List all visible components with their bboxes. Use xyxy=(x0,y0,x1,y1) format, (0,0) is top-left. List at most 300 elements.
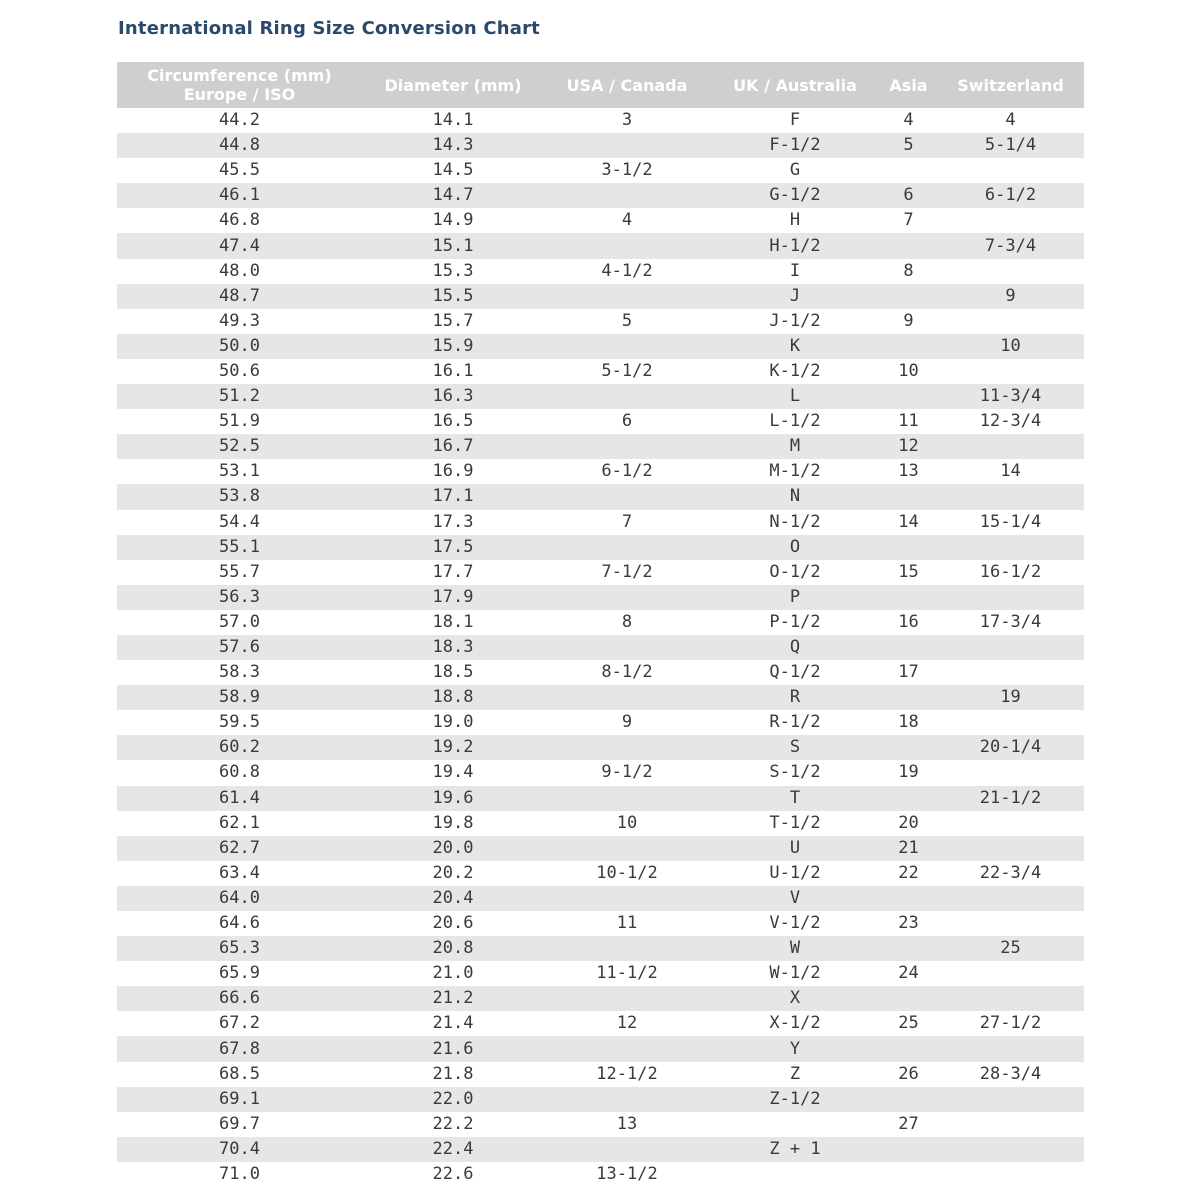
cell-diameter: 17.1 xyxy=(432,486,474,507)
cell-uk-australia: K-1/2 xyxy=(769,360,821,381)
table-row xyxy=(117,760,1084,785)
cell-switzerland xyxy=(937,635,1084,660)
cell-usa-canada: 11 xyxy=(616,913,638,934)
cell-uk-australia: Q xyxy=(789,637,801,658)
cell-switzerland: 27-1/2 xyxy=(979,1013,1042,1034)
table-row xyxy=(117,685,1084,710)
ring-size-table xyxy=(117,62,1084,1187)
cell-uk-australia: J-1/2 xyxy=(769,310,821,331)
table-row xyxy=(117,610,1084,635)
cell-uk-australia: H-1/2 xyxy=(769,235,821,256)
cell-diameter: 19.6 xyxy=(432,787,474,808)
cell-switzerland xyxy=(937,1112,1084,1137)
table-row xyxy=(117,484,1084,509)
cell-uk-australia: L-1/2 xyxy=(769,411,821,432)
cell-usa-canada: 13 xyxy=(616,1113,638,1134)
cell-switzerland xyxy=(937,484,1084,509)
cell-uk-australia: R-1/2 xyxy=(769,712,821,733)
table-row xyxy=(117,861,1084,886)
cell-asia: 7 xyxy=(903,210,914,231)
cell-uk-australia: I xyxy=(789,260,801,281)
cell-diameter: 22.4 xyxy=(432,1138,474,1159)
cell-uk-australia: O xyxy=(789,536,801,557)
cell-switzerland: 11-3/4 xyxy=(979,386,1042,407)
table-row xyxy=(117,158,1084,183)
cell-asia xyxy=(880,1137,937,1162)
cell-diameter: 19.2 xyxy=(432,737,474,758)
cell-switzerland: 9 xyxy=(1005,285,1016,306)
table-row xyxy=(117,811,1084,836)
cell-usa-canada: 7 xyxy=(621,511,633,532)
cell-uk-australia: S xyxy=(789,737,801,758)
cell-circumference: 57.6 xyxy=(219,637,260,658)
cell-circumference: 52.5 xyxy=(219,436,260,457)
header-switzerland: Switzerland xyxy=(957,75,1064,95)
cell-asia xyxy=(880,233,937,258)
cell-diameter: 18.3 xyxy=(432,637,474,658)
table-row xyxy=(117,585,1084,610)
cell-diameter: 15.1 xyxy=(432,235,474,256)
cell-switzerland: 21-1/2 xyxy=(979,787,1042,808)
cell-switzerland xyxy=(937,986,1084,1011)
cell-usa-canada xyxy=(544,484,710,509)
cell-asia xyxy=(880,334,937,359)
cell-usa-canada: 8-1/2 xyxy=(601,662,653,683)
cell-diameter: 20.4 xyxy=(432,887,474,908)
table-row xyxy=(117,108,1084,133)
cell-usa-canada: 10 xyxy=(616,812,638,833)
cell-usa-canada xyxy=(544,735,710,760)
cell-circumference: 68.5 xyxy=(219,1063,260,1084)
cell-switzerland xyxy=(937,811,1084,836)
cell-uk-australia: F xyxy=(789,110,801,131)
cell-uk-australia: X-1/2 xyxy=(769,1013,821,1034)
cell-uk-australia: Q-1/2 xyxy=(769,662,821,683)
cell-switzerland: 6-1/2 xyxy=(984,185,1037,206)
cell-asia: 9 xyxy=(903,310,914,331)
cell-switzerland xyxy=(937,359,1084,384)
cell-diameter: 22.0 xyxy=(432,1088,474,1109)
table-row xyxy=(117,309,1084,334)
cell-usa-canada xyxy=(544,986,710,1011)
cell-diameter: 19.8 xyxy=(432,812,474,833)
cell-circumference: 67.8 xyxy=(219,1038,260,1059)
cell-switzerland xyxy=(937,1087,1084,1112)
cell-usa-canada xyxy=(544,284,710,309)
cell-asia xyxy=(880,685,937,710)
cell-usa-canada xyxy=(544,1036,710,1061)
header-diameter: Diameter (mm) xyxy=(384,75,522,95)
cell-switzerland xyxy=(937,911,1084,936)
cell-circumference: 55.1 xyxy=(219,536,260,557)
cell-usa-canada: 6 xyxy=(621,411,633,432)
table-row xyxy=(117,961,1084,986)
cell-uk-australia: R xyxy=(789,687,801,708)
cell-uk-australia: V-1/2 xyxy=(769,913,821,934)
cell-diameter: 19.0 xyxy=(432,712,474,733)
table-row xyxy=(117,1011,1084,1036)
table-row xyxy=(117,334,1084,359)
cell-switzerland: 19 xyxy=(1000,687,1021,708)
cell-circumference: 58.9 xyxy=(219,687,260,708)
cell-uk-australia: W-1/2 xyxy=(769,963,821,984)
cell-circumference: 53.1 xyxy=(219,461,260,482)
cell-switzerland: 7-3/4 xyxy=(984,235,1037,256)
table-row xyxy=(117,710,1084,735)
cell-asia xyxy=(880,585,937,610)
cell-uk-australia: G xyxy=(789,160,801,181)
cell-asia: 11 xyxy=(898,411,919,432)
header-usa-canada: USA / Canada xyxy=(566,75,688,95)
cell-asia: 18 xyxy=(898,712,919,733)
table-row xyxy=(117,986,1084,1011)
cell-diameter: 18.8 xyxy=(432,687,474,708)
cell-circumference: 65.3 xyxy=(219,938,260,959)
cell-switzerland xyxy=(937,585,1084,610)
cell-switzerland xyxy=(937,1137,1084,1162)
cell-usa-canada: 12-1/2 xyxy=(596,1063,658,1084)
cell-circumference: 62.1 xyxy=(219,812,260,833)
cell-diameter: 22.2 xyxy=(432,1113,474,1134)
cell-switzerland xyxy=(937,208,1084,233)
cell-asia: 24 xyxy=(898,963,919,984)
cell-asia: 4 xyxy=(903,110,914,131)
table-row xyxy=(117,133,1084,158)
cell-circumference: 58.3 xyxy=(219,662,260,683)
header-asia: Asia xyxy=(889,75,928,95)
cell-diameter: 18.1 xyxy=(432,611,474,632)
cell-diameter: 17.7 xyxy=(432,561,474,582)
cell-circumference: 46.1 xyxy=(219,185,260,206)
cell-uk-australia: J xyxy=(789,285,801,306)
table-row xyxy=(117,1087,1084,1112)
cell-usa-canada: 8 xyxy=(621,611,633,632)
cell-circumference: 48.0 xyxy=(219,260,260,281)
cell-usa-canada xyxy=(544,836,710,861)
cell-switzerland: 28-3/4 xyxy=(979,1063,1042,1084)
cell-switzerland: 16-1/2 xyxy=(979,561,1042,582)
cell-switzerland xyxy=(937,961,1084,986)
cell-usa-canada xyxy=(544,334,710,359)
cell-diameter: 21.6 xyxy=(432,1038,474,1059)
cell-circumference: 44.2 xyxy=(219,110,260,131)
cell-circumference: 53.8 xyxy=(219,486,260,507)
cell-uk-australia: H xyxy=(789,210,801,231)
cell-circumference: 64.0 xyxy=(219,887,260,908)
cell-uk-australia: S-1/2 xyxy=(769,762,821,783)
cell-uk-australia: Z + 1 xyxy=(769,1138,821,1159)
cell-usa-canada: 11-1/2 xyxy=(596,963,658,984)
table-row xyxy=(117,1036,1084,1061)
cell-circumference: 69.1 xyxy=(219,1088,260,1109)
cell-diameter: 21.2 xyxy=(432,988,474,1009)
cell-asia: 20 xyxy=(898,812,919,833)
table-row xyxy=(117,660,1084,685)
cell-diameter: 14.9 xyxy=(432,210,474,231)
cell-switzerland xyxy=(937,760,1084,785)
cell-usa-canada: 5 xyxy=(621,310,633,331)
cell-switzerland: 4 xyxy=(1005,110,1016,131)
table-row xyxy=(117,560,1084,585)
header-uk-australia: UK / Australia xyxy=(733,75,857,95)
header-circumference: Circumference (mm) Europe / ISO xyxy=(147,66,332,104)
cell-switzerland: 5-1/4 xyxy=(984,135,1037,156)
table-row xyxy=(117,836,1084,861)
cell-usa-canada xyxy=(544,635,710,660)
cell-asia xyxy=(880,735,937,760)
cell-switzerland xyxy=(937,836,1084,861)
cell-diameter: 15.5 xyxy=(432,285,474,306)
cell-usa-canada xyxy=(544,886,710,911)
cell-uk-australia: O-1/2 xyxy=(769,561,821,582)
cell-switzerland: 25 xyxy=(1000,938,1021,959)
cell-asia xyxy=(880,936,937,961)
cell-uk-australia: Z-1/2 xyxy=(769,1088,821,1109)
cell-circumference: 65.9 xyxy=(219,963,260,984)
cell-usa-canada: 3 xyxy=(621,110,633,131)
cell-asia: 17 xyxy=(898,662,919,683)
cell-switzerland xyxy=(937,886,1084,911)
cell-usa-canada: 7-1/2 xyxy=(601,561,653,582)
table-row xyxy=(117,208,1084,233)
cell-uk-australia: P-1/2 xyxy=(769,611,821,632)
table-row xyxy=(117,183,1084,208)
cell-circumference: 51.2 xyxy=(219,386,260,407)
cell-diameter: 15.9 xyxy=(432,335,474,356)
cell-switzerland: 15-1/4 xyxy=(979,511,1042,532)
cell-circumference: 48.7 xyxy=(219,285,260,306)
cell-asia: 22 xyxy=(898,862,919,883)
cell-usa-canada: 4 xyxy=(621,210,633,231)
cell-circumference: 69.7 xyxy=(219,1113,260,1134)
cell-diameter: 14.1 xyxy=(432,110,474,131)
cell-uk-australia: M-1/2 xyxy=(769,461,821,482)
cell-diameter: 22.6 xyxy=(432,1163,474,1184)
cell-circumference: 61.4 xyxy=(219,787,260,808)
cell-usa-canada: 9-1/2 xyxy=(601,762,653,783)
cell-diameter: 16.1 xyxy=(432,360,474,381)
cell-diameter: 17.3 xyxy=(432,511,474,532)
table-row xyxy=(117,284,1084,309)
cell-usa-canada xyxy=(544,183,710,208)
cell-usa-canada xyxy=(544,1087,710,1112)
cell-circumference: 46.8 xyxy=(219,210,260,231)
cell-switzerland xyxy=(937,434,1084,459)
table-row xyxy=(117,535,1084,560)
cell-circumference: 54.4 xyxy=(219,511,260,532)
cell-asia xyxy=(880,535,937,560)
cell-usa-canada xyxy=(544,434,710,459)
cell-circumference: 67.2 xyxy=(219,1013,260,1034)
cell-diameter: 20.6 xyxy=(432,913,474,934)
cell-usa-canada: 13-1/2 xyxy=(596,1163,658,1184)
cell-diameter: 18.5 xyxy=(432,662,474,683)
cell-diameter: 14.5 xyxy=(432,160,474,181)
cell-circumference: 63.4 xyxy=(219,862,260,883)
cell-switzerland xyxy=(937,660,1084,685)
cell-switzerland: 20-1/4 xyxy=(979,737,1042,758)
cell-asia: 13 xyxy=(898,461,919,482)
table-row xyxy=(117,1137,1084,1162)
cell-usa-canada: 12 xyxy=(616,1013,638,1034)
cell-diameter: 20.2 xyxy=(432,862,474,883)
table-row xyxy=(117,1162,1084,1187)
cell-asia xyxy=(880,1162,937,1187)
table-row xyxy=(117,886,1084,911)
cell-circumference: 57.0 xyxy=(219,611,260,632)
cell-switzerland: 14 xyxy=(1000,461,1021,482)
cell-usa-canada: 5-1/2 xyxy=(601,360,653,381)
cell-uk-australia: V xyxy=(789,887,801,908)
cell-diameter: 17.9 xyxy=(432,586,474,607)
cell-circumference: 59.5 xyxy=(219,712,260,733)
cell-uk-australia: N-1/2 xyxy=(769,511,821,532)
cell-asia: 14 xyxy=(898,511,919,532)
cell-switzerland xyxy=(937,158,1084,183)
cell-circumference: 62.7 xyxy=(219,837,260,858)
cell-circumference: 55.7 xyxy=(219,561,260,582)
cell-circumference: 66.6 xyxy=(219,988,260,1009)
cell-asia: 23 xyxy=(898,913,919,934)
cell-usa-canada xyxy=(544,1137,710,1162)
cell-asia xyxy=(880,1087,937,1112)
cell-switzerland xyxy=(937,259,1084,284)
cell-switzerland: 22-3/4 xyxy=(979,862,1042,883)
cell-switzerland xyxy=(937,309,1084,334)
cell-diameter: 15.7 xyxy=(432,310,474,331)
cell-asia: 6 xyxy=(903,185,914,206)
cell-usa-canada xyxy=(544,685,710,710)
cell-uk-australia: M xyxy=(789,436,801,457)
cell-usa-canada: 9 xyxy=(621,712,633,733)
cell-usa-canada xyxy=(544,786,710,811)
cell-asia xyxy=(880,384,937,409)
table-row xyxy=(117,1112,1084,1137)
cell-usa-canada xyxy=(544,233,710,258)
cell-asia: 15 xyxy=(898,561,919,582)
cell-circumference: 71.0 xyxy=(219,1163,260,1184)
table-row xyxy=(117,911,1084,936)
cell-circumference: 50.6 xyxy=(219,360,260,381)
cell-diameter: 20.8 xyxy=(432,938,474,959)
cell-diameter: 14.7 xyxy=(432,185,474,206)
cell-diameter: 21.4 xyxy=(432,1013,474,1034)
table-body xyxy=(117,108,1084,1187)
cell-diameter: 16.5 xyxy=(432,411,474,432)
table-row xyxy=(117,359,1084,384)
cell-switzerland: 10 xyxy=(1000,335,1021,356)
cell-uk-australia: K xyxy=(789,335,801,356)
cell-uk-australia: Z xyxy=(789,1063,801,1084)
table-row xyxy=(117,459,1084,484)
cell-uk-australia: U-1/2 xyxy=(769,862,821,883)
cell-switzerland xyxy=(937,1162,1084,1187)
cell-asia: 19 xyxy=(898,762,919,783)
table-row xyxy=(117,786,1084,811)
cell-usa-canada: 3-1/2 xyxy=(601,160,653,181)
cell-asia xyxy=(880,986,937,1011)
cell-circumference: 64.6 xyxy=(219,913,260,934)
cell-uk-australia: W xyxy=(789,938,801,959)
cell-circumference: 50.0 xyxy=(219,335,260,356)
cell-usa-canada xyxy=(544,535,710,560)
cell-asia: 8 xyxy=(903,260,914,281)
cell-uk-australia xyxy=(710,1112,880,1137)
cell-usa-canada: 4-1/2 xyxy=(601,260,653,281)
cell-asia: 5 xyxy=(903,135,914,156)
cell-circumference: 49.3 xyxy=(219,310,260,331)
cell-uk-australia: X xyxy=(789,988,801,1009)
cell-diameter: 16.9 xyxy=(432,461,474,482)
cell-uk-australia: L xyxy=(789,386,801,407)
cell-diameter: 19.4 xyxy=(432,762,474,783)
cell-asia: 10 xyxy=(898,360,919,381)
cell-asia: 21 xyxy=(898,837,919,858)
cell-asia xyxy=(880,158,937,183)
cell-diameter: 16.7 xyxy=(432,436,474,457)
cell-asia xyxy=(880,1036,937,1061)
cell-asia: 27 xyxy=(898,1113,919,1134)
cell-circumference: 56.3 xyxy=(219,586,260,607)
table-row xyxy=(117,259,1084,284)
cell-diameter: 16.3 xyxy=(432,386,474,407)
cell-asia xyxy=(880,484,937,509)
cell-circumference: 60.2 xyxy=(219,737,260,758)
table-row xyxy=(117,409,1084,434)
cell-circumference: 44.8 xyxy=(219,135,260,156)
cell-switzerland xyxy=(937,710,1084,735)
cell-usa-canada xyxy=(544,936,710,961)
cell-diameter: 20.0 xyxy=(432,837,474,858)
cell-uk-australia: T-1/2 xyxy=(769,812,821,833)
cell-asia xyxy=(880,786,937,811)
cell-uk-australia: G-1/2 xyxy=(769,185,821,206)
cell-asia xyxy=(880,635,937,660)
cell-asia xyxy=(880,284,937,309)
cell-usa-canada xyxy=(544,133,710,158)
table-row xyxy=(117,735,1084,760)
cell-diameter: 17.5 xyxy=(432,536,474,557)
table-row xyxy=(117,434,1084,459)
cell-uk-australia: P xyxy=(789,586,801,607)
table-row xyxy=(117,1062,1084,1087)
table-row xyxy=(117,384,1084,409)
cell-uk-australia: N xyxy=(789,486,801,507)
cell-asia: 26 xyxy=(898,1063,919,1084)
cell-asia: 25 xyxy=(898,1013,919,1034)
cell-circumference: 47.4 xyxy=(219,235,260,256)
cell-circumference: 45.5 xyxy=(219,160,260,181)
cell-usa-canada: 6-1/2 xyxy=(601,461,653,482)
cell-asia: 12 xyxy=(898,436,919,457)
cell-switzerland: 17-3/4 xyxy=(979,611,1042,632)
cell-uk-australia: Y xyxy=(789,1038,801,1059)
table-row xyxy=(117,233,1084,258)
cell-diameter: 21.0 xyxy=(432,963,474,984)
cell-asia xyxy=(880,886,937,911)
cell-usa-canada xyxy=(544,585,710,610)
cell-circumference: 60.8 xyxy=(219,762,260,783)
cell-switzerland xyxy=(937,1036,1084,1061)
page-title: International Ring Size Conversion Chart xyxy=(118,18,540,39)
cell-diameter: 21.8 xyxy=(432,1063,474,1084)
cell-asia: 16 xyxy=(898,611,919,632)
cell-diameter: 15.3 xyxy=(432,260,474,281)
cell-uk-australia: F-1/2 xyxy=(769,135,821,156)
cell-diameter: 14.3 xyxy=(432,135,474,156)
cell-usa-canada xyxy=(544,384,710,409)
cell-uk-australia xyxy=(710,1162,880,1187)
